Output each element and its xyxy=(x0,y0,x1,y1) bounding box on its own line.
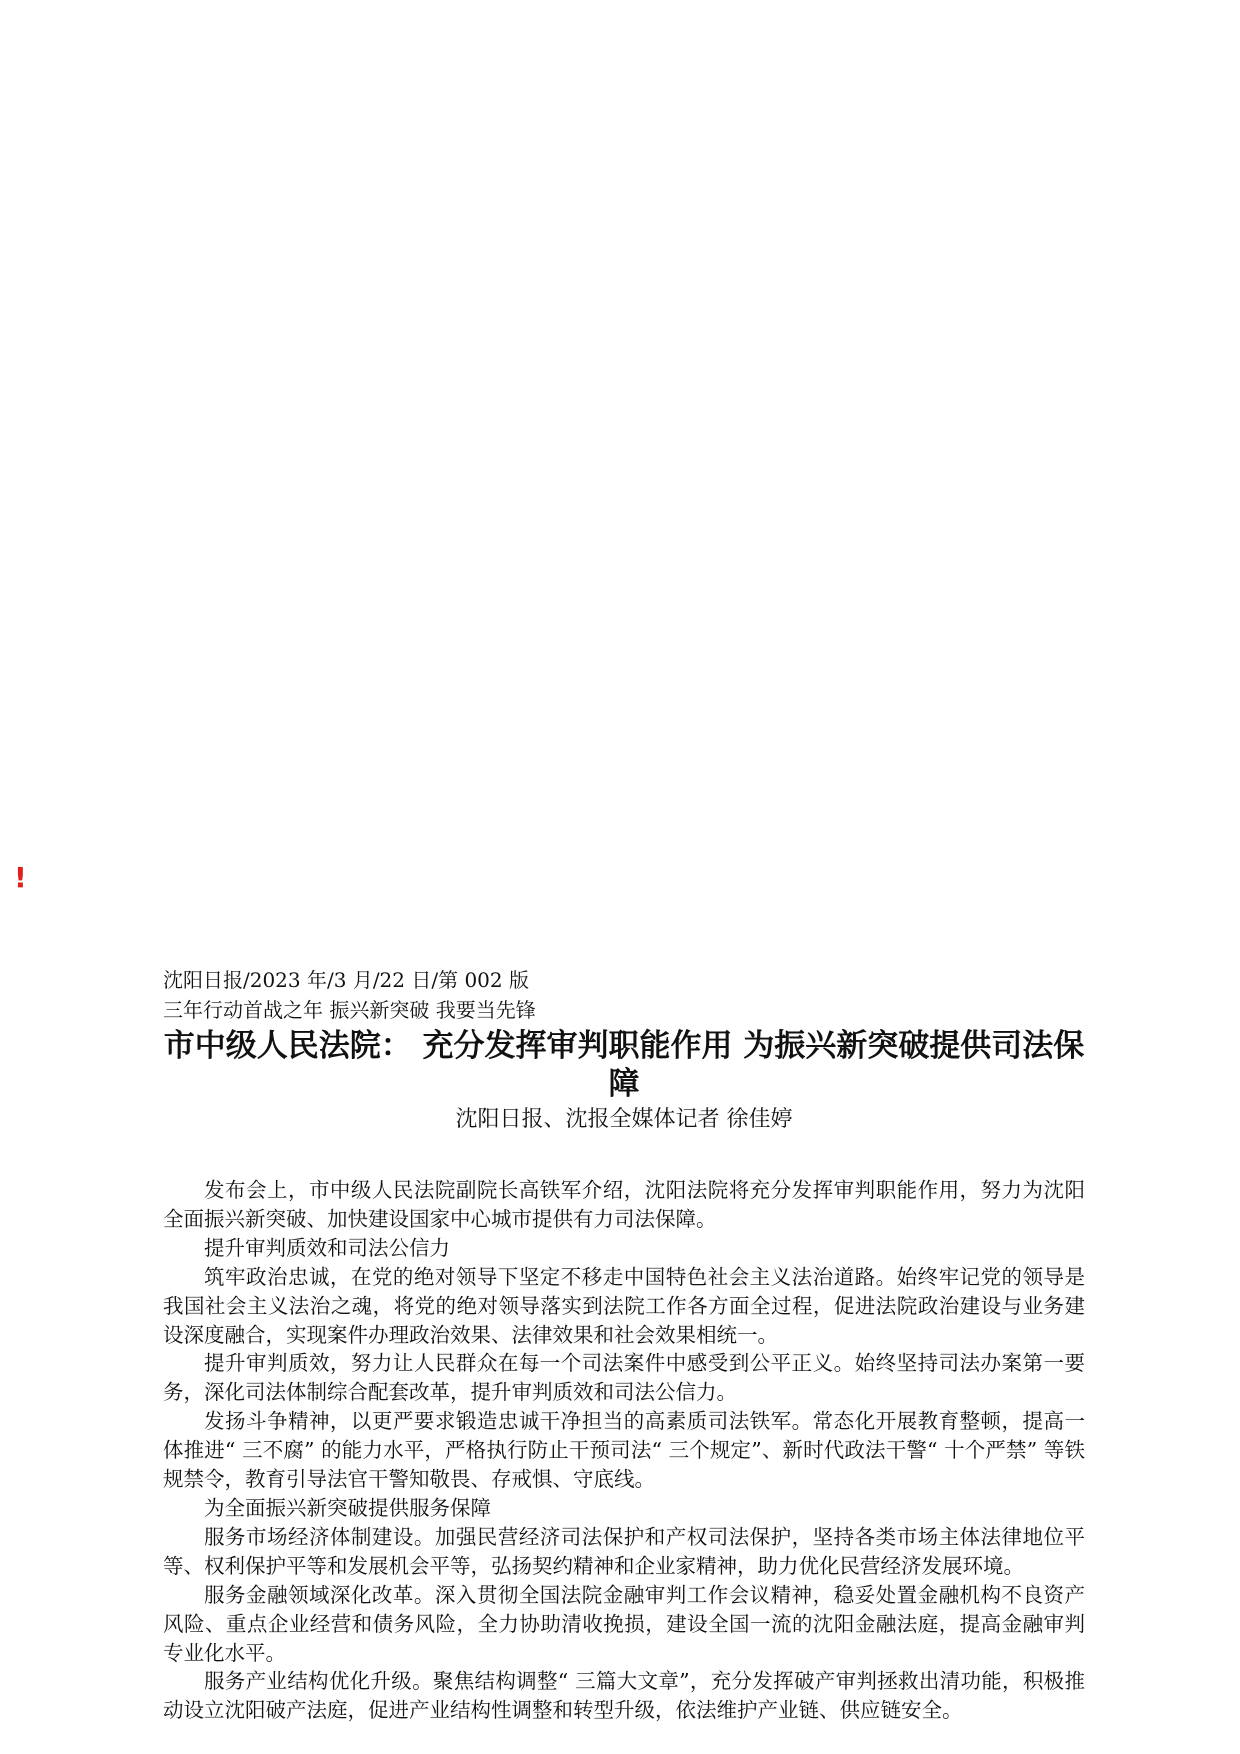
paragraph-intro: 发布会上，市中级人民法院副院长高铁军介绍，沈阳法院将充分发挥审判职能作用，努力为沈阳全面振兴新突破、加快建设国家中心城市提供有力司法保障。 xyxy=(163,1178,1085,1231)
paragraph-trial-quality: 提升审判质效，努力让人民群众在每一个司法案件中感受到公平正义。始终坚持司法办案第一要务，深化司法体制综合配套改革，提升审判质效和司法公信力。 xyxy=(163,1351,1085,1405)
column-line: 三年行动首战之年 振兴新突破 我要当先锋 xyxy=(163,998,536,1022)
paragraph-market-economy: 服务市场经济体制建设。加强民营经济司法保护和产权司法保护，坚持各类市场主体法律地位平等、权利保护平等和发展机会平等，弘扬契约精神和企业家精神，助力优化民营经济发展环境。 xyxy=(163,1524,1085,1578)
paragraph-industrial-upgrade: 服务产业结构优化升级。聚焦结构调整“ 三篇大文章”，充分发挥破产审判拯救出清功能，积极推动设立沈阳破产法庭，促进产业结构性调整和转型升级，依法维护产业链、供应链安全。 xyxy=(163,1669,1085,1723)
article-title: 市中级人民法院： 充分发挥审判职能作用 为振兴新突破提供司法保障 xyxy=(163,1028,1085,1102)
red-exclamation-mark: ! xyxy=(14,861,27,894)
paragraph-struggle-spirit: 发扬斗争精神，以更严要求锻造忠诚干净担当的高素质司法铁军。常态化开展教育整顿，提高一体推进“ 三不腐” 的能力水平，严格执行防止干预司法“ 三个规定”、新时代政法干警“ 十个严禁” 等铁规禁令，教育引导法官干警知敬畏、存戒惧、守底线。 xyxy=(163,1409,1085,1492)
article xyxy=(163,965,1085,1725)
section-heading-service: 为全面振兴新突破提供服务保障 xyxy=(204,1495,491,1520)
article-body xyxy=(163,1176,1085,1725)
paragraph-political-loyalty: 筑牢政治忠诚，在党的绝对领导下坚定不移走中国特色社会主义法治道路。始终牢记党的领导是我国社会主义法治之魂，将党的绝对领导落实到法院工作各方面全过程，促进法院政治建设与业务建设深度融合，实现案件办理政治效果、法律效果和社会效果相统一。 xyxy=(163,1264,1085,1347)
paragraph-finance-reform: 服务金融领域深化改革。深入贯彻全国法院金融审判工作会议精神，稳妥处置金融机构不良资产风险、重点企业经营和债务风险，全力协助清收挽损，建设全国一流的沈阳金融法庭，提高金融审判专业化水平。 xyxy=(163,1582,1085,1665)
section-heading-quality: 提升审判质效和司法公信力 xyxy=(204,1235,450,1260)
byline: 沈阳日报、沈报全媒体记者 徐佳婷 xyxy=(455,1107,793,1132)
source-line: 沈阳日报/2023 年/3 月/22 日/第 002 版 xyxy=(163,968,529,992)
